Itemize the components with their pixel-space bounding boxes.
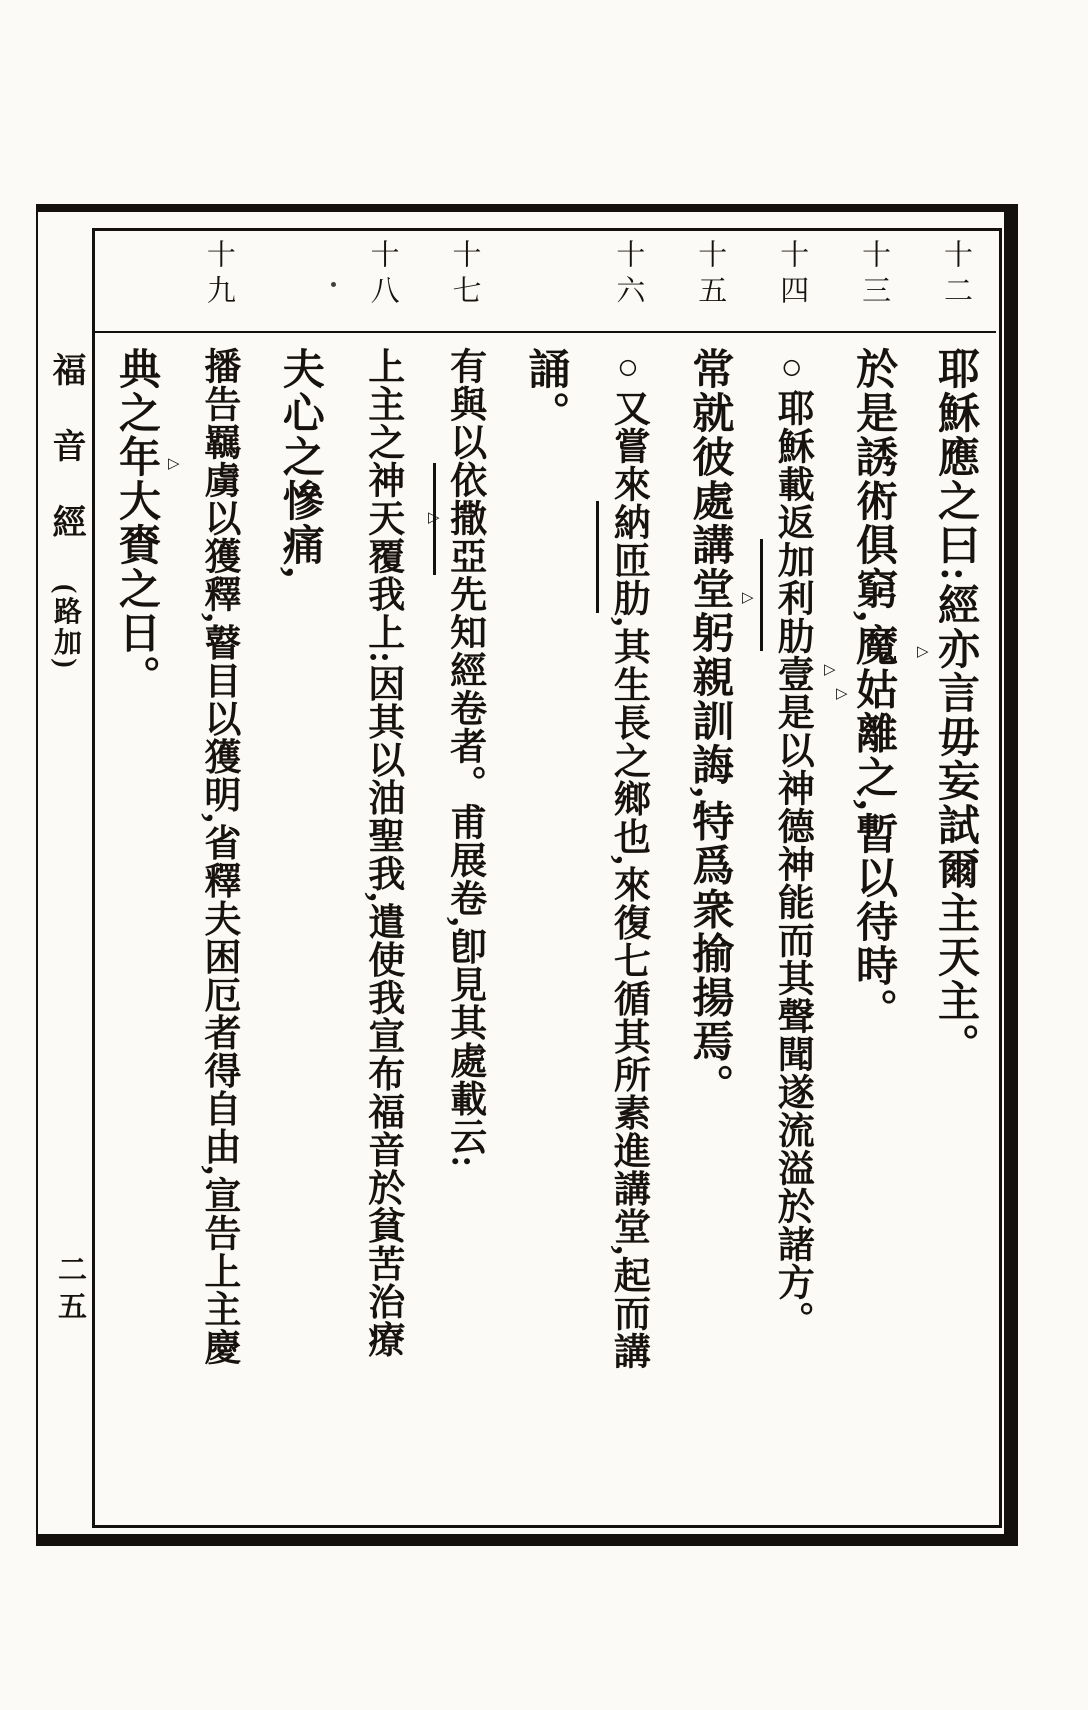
annotation-triangle-icon: ▷ xyxy=(742,588,754,606)
print-speck xyxy=(331,282,336,287)
annotation-triangle-icon: ▷ xyxy=(836,684,848,702)
verse-number-18: 十八 xyxy=(366,239,399,311)
annotation-triangle-icon: ▷ xyxy=(168,454,180,472)
text-column-verse-17 xyxy=(441,347,487,1526)
text-column-verse-18-continued: 夫心之慘痛, xyxy=(276,347,323,580)
text-column-verse-19: 播告羈虜以獲釋,瞽目以獲明,省釋夫困厄者得自由,宣告上主慶 xyxy=(197,347,239,1366)
scripture-text-body xyxy=(95,333,996,1526)
verse-number-15: 十五 xyxy=(694,239,727,311)
verse-number-19: 十九 xyxy=(202,239,235,311)
text-column-verse-18: 上主之神天覆我上:因其以油聖我,遣使我宣布福音於貧苦治療 xyxy=(361,347,403,1359)
text-column-verse-19-continued: 典之年大賚之日。 xyxy=(112,347,159,699)
verse-number-16: 十六 xyxy=(612,239,645,311)
page-number: 二五 xyxy=(54,1254,86,1328)
annotation-triangle-icon: ▷ xyxy=(428,508,440,526)
text-column-verse-13: 於是誘術俱窮,魔姑離之,暫以待時。 xyxy=(850,347,897,1032)
proper-noun-mark-nazareth xyxy=(596,501,599,613)
verse-16-text: ○又嘗來納匝肋,其生長之鄉也,來復七循其所素進講堂,起而講 xyxy=(607,347,649,1370)
verse-17-text: 有與以依撒亞先知經卷者。甫展卷,卽見其處載云: xyxy=(443,347,485,1169)
verse-number-13: 十三 xyxy=(858,239,891,311)
margin-title-sub: (路加) xyxy=(50,584,81,671)
margin-title-main: 福音經 xyxy=(47,352,84,580)
verse-number-12: 十二 xyxy=(940,239,972,311)
verse-number-row xyxy=(95,233,996,331)
text-column-verse-16-continued: 誦。 xyxy=(522,347,569,435)
text-column-verse-15: 常就彼處講堂躬親訓誨,特爲衆揄揚焉。 xyxy=(686,347,733,1108)
text-column-verse-12: 耶穌應之曰:經亦言毋妄試爾主天主。 xyxy=(932,347,979,1067)
text-column-verse-14 xyxy=(768,347,814,1526)
proper-noun-mark-galilee xyxy=(760,539,763,651)
text-column-verse-16 xyxy=(604,347,650,1526)
annotation-triangle-icon: ▷ xyxy=(917,642,929,660)
verse-number-17: 十七 xyxy=(448,239,481,311)
margin-running-title xyxy=(41,352,90,671)
annotation-triangle-icon: ▷ xyxy=(824,660,836,678)
verse-number-14: 十四 xyxy=(776,239,809,311)
verse-14-text: ○耶穌載返加利肋壹是以神德神能而其聲聞遂流溢於諸方。 xyxy=(771,347,813,1339)
